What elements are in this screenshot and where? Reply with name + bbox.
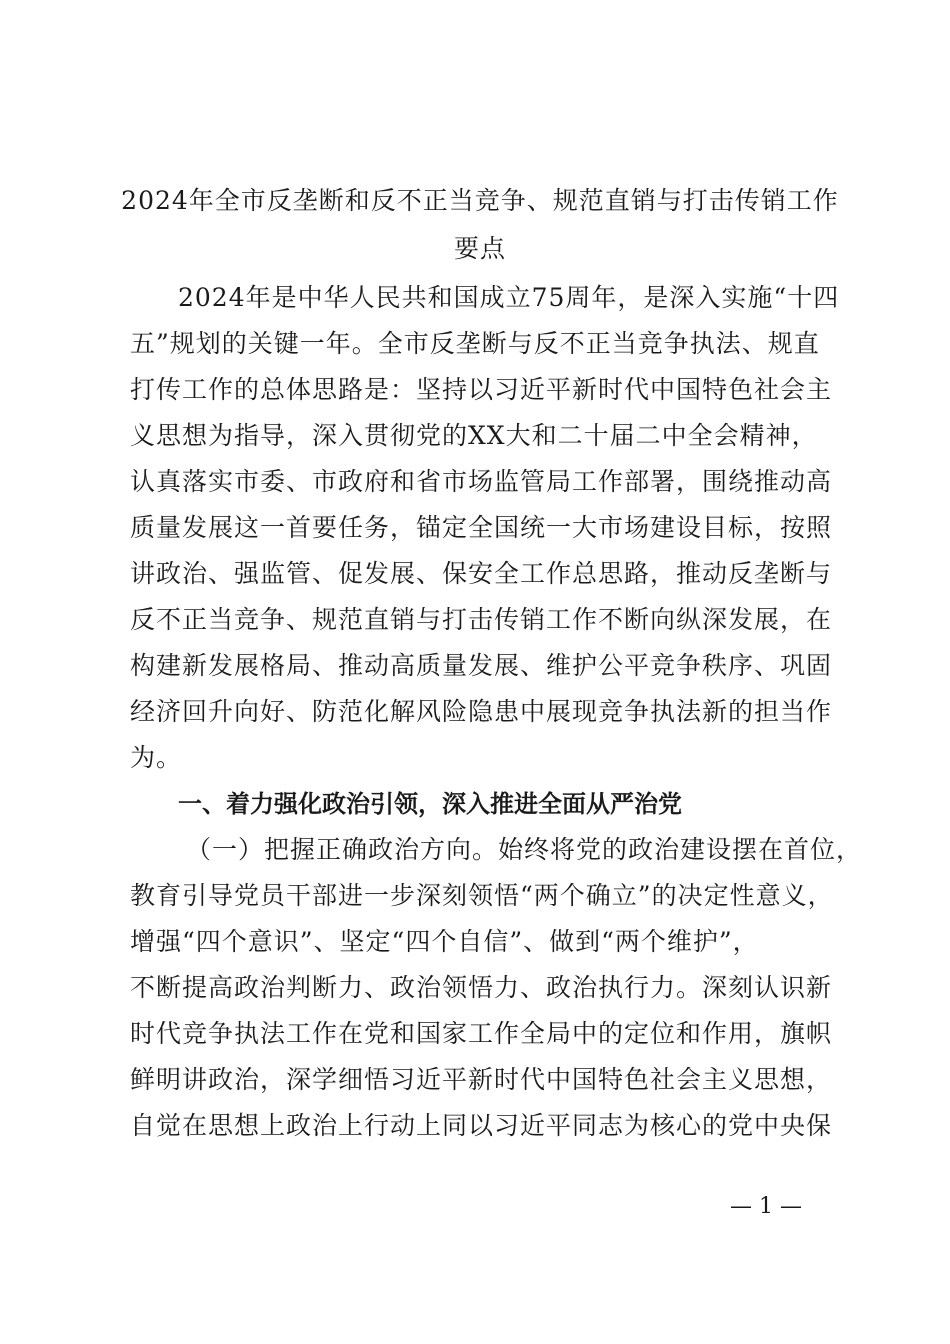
- intro-line: 义思想为指导，深入贯彻党的XX大和二十届二中全会精神，: [130, 421, 818, 450]
- intro-line: 讲政治、强监管、促发展、保安全工作总思路，推动反垄断与: [130, 559, 833, 588]
- intro-line: 五”规划的关键一年。全市反垄断与反不正当竞争执法、规直: [130, 329, 820, 358]
- intro-line: 2024年是中华人民共和国成立75周年，是深入实施“十四: [178, 283, 840, 312]
- section-line: 增强“四个意识”、坚定“四个自信”、做到“两个维护”，: [130, 927, 759, 956]
- section-line: 鲜明讲政治，深学细悟习近平新时代中国特色社会主义思想，: [130, 1065, 833, 1094]
- intro-line: 质量发展这一首要任务，锚定全国统一大市场建设目标，按照: [130, 513, 833, 542]
- section-line: 不断提高政治判断力、政治领悟力、政治执行力。深刻认识新: [130, 973, 833, 1002]
- document-title-line-1: 2024年全市反垄断和反不正当竞争、规范直销与打击传销工作: [121, 186, 839, 215]
- section-line: 时代竞争执法工作在党和国家工作全局中的定位和作用，旗帜: [130, 1019, 833, 1048]
- page-number: — 1 —: [730, 1194, 802, 1219]
- section-heading: 一、着力强化政治引领，深入推进全面从严治党: [178, 790, 682, 818]
- intro-line: 构建新发展格局、推动高质量发展、维护公平竞争秩序、巩固: [130, 651, 833, 680]
- intro-line: 打传工作的总体思路是：坚持以习近平新时代中国特色社会主: [130, 375, 833, 404]
- section-line: （一）把握正确政治方向。始终将党的政治建设摆在首位，: [186, 835, 863, 864]
- section-line: 自觉在思想上政治上行动上同以习近平同志为核心的党中央保: [130, 1111, 833, 1140]
- intro-line: 认真落实市委、市政府和省市场监管局工作部署，围绕推动高: [130, 467, 833, 496]
- intro-line: 经济回升向好、防范化解风险隐患中展现竞争执法新的担当作: [130, 697, 833, 726]
- intro-line: 为。: [130, 743, 183, 772]
- document-title-line-2: 要点: [453, 234, 506, 263]
- section-line: 教育引导党员干部进一步深刻领悟“两个确立”的决定性意义，: [130, 881, 834, 910]
- intro-line: 反不正当竞争、规范直销与打击传销工作不断向纵深发展，在: [130, 605, 833, 634]
